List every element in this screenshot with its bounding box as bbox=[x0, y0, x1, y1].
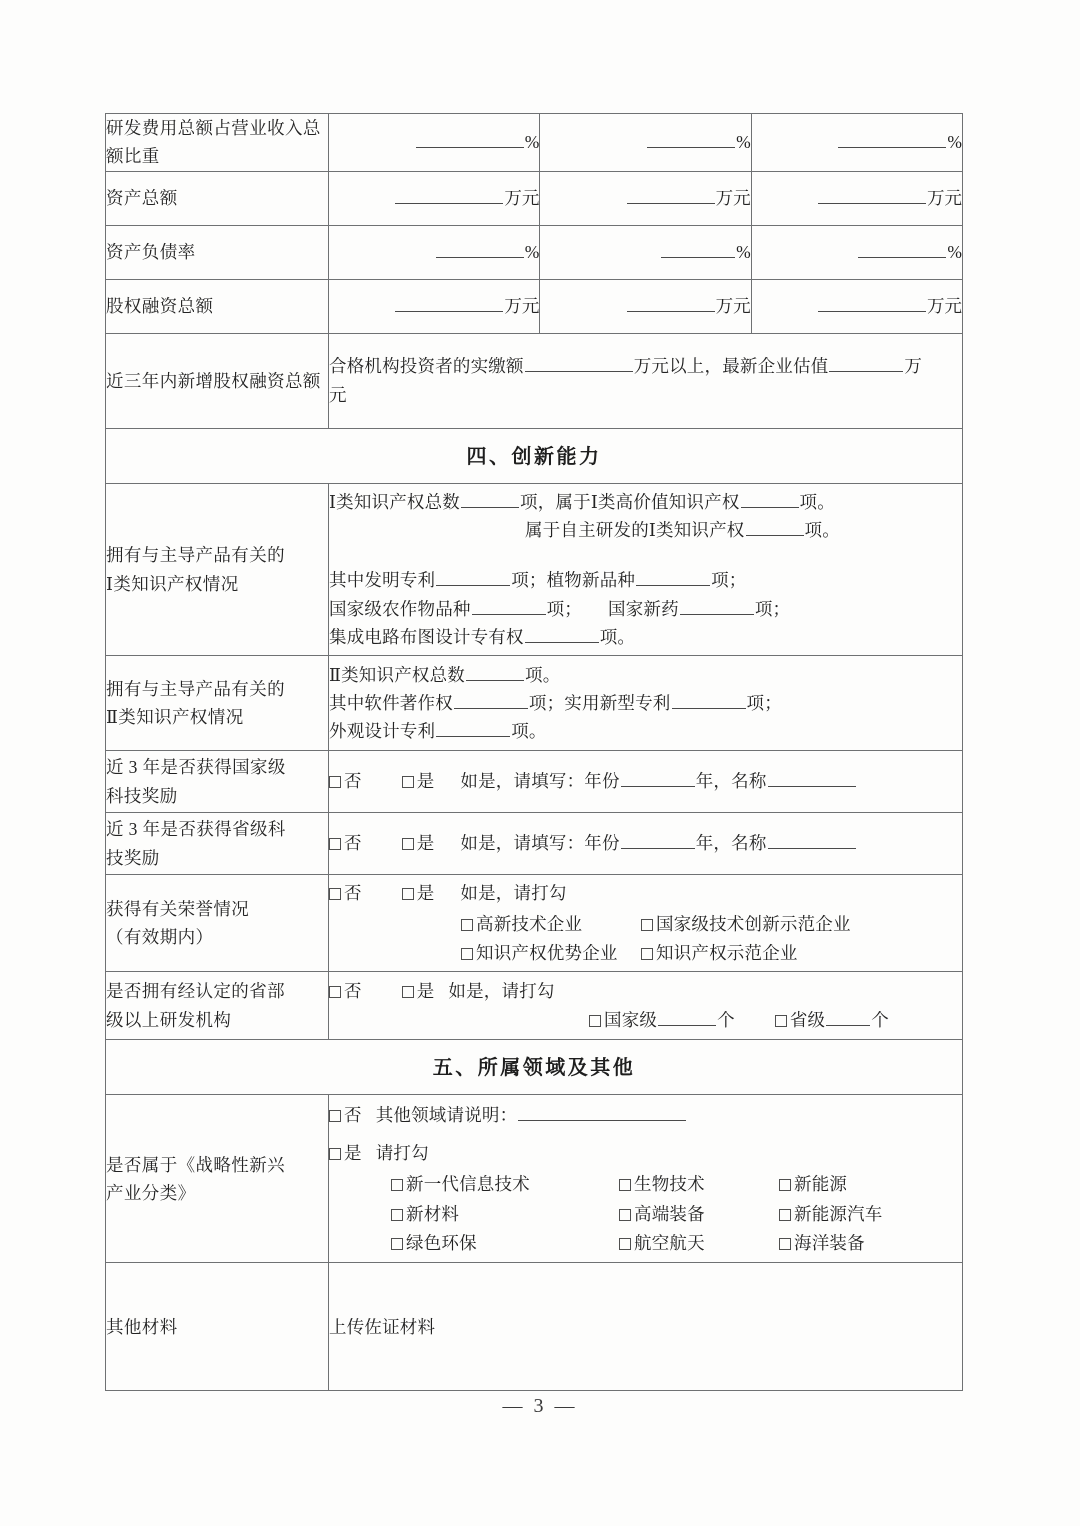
row-label-provincial-award bbox=[106, 813, 329, 875]
ip1-line-3 bbox=[329, 566, 962, 594]
row-label-text: 资产负债率 bbox=[106, 242, 196, 263]
table-row bbox=[106, 972, 963, 1040]
debt-ratio-value-col1[interactable] bbox=[329, 225, 540, 279]
ip2-text-2c: 项； bbox=[746, 692, 782, 713]
rd-institution-line-2 bbox=[329, 1006, 962, 1034]
prompt-text: 如是，请填写：年份 bbox=[460, 833, 620, 854]
ip-class-one-content[interactable] bbox=[329, 484, 963, 656]
input-blank[interactable] bbox=[741, 490, 799, 508]
checkbox-icon[interactable] bbox=[775, 1015, 787, 1027]
row-label-line-2: （有效期内） bbox=[106, 927, 214, 948]
ip1-text-4d: 项； bbox=[754, 598, 791, 619]
unit-label: % bbox=[524, 242, 540, 263]
row-label-line-1: 是否属于《战略性新兴 bbox=[106, 1154, 285, 1175]
ip1-text-4b: 项； bbox=[546, 598, 583, 619]
input-blank[interactable] bbox=[627, 186, 715, 204]
check-prompt-text: 请打勾 bbox=[375, 1142, 429, 1163]
national-award-content[interactable] bbox=[329, 751, 963, 813]
table-row bbox=[106, 1095, 963, 1263]
checkbox-icon[interactable] bbox=[779, 1209, 791, 1221]
unit-label: % bbox=[947, 132, 962, 153]
upload-materials-text[interactable]: 上传佐证材料 bbox=[329, 1316, 436, 1337]
option-no-label[interactable]: 否 bbox=[344, 833, 362, 854]
total-assets-value-col1[interactable] bbox=[329, 171, 540, 225]
checkbox-icon[interactable] bbox=[619, 1179, 631, 1191]
table-row bbox=[106, 171, 963, 225]
checkbox-icon[interactable] bbox=[329, 776, 341, 788]
strategic-option-item[interactable] bbox=[779, 1229, 939, 1257]
ip1-text-5b: 项。 bbox=[599, 627, 636, 648]
input-blank[interactable] bbox=[818, 294, 926, 312]
total-assets-value-col2[interactable] bbox=[540, 171, 751, 225]
equity-line-1 bbox=[329, 352, 962, 380]
table-row bbox=[106, 225, 963, 279]
table-row bbox=[106, 875, 963, 972]
row-label-strategic-industry bbox=[106, 1095, 329, 1263]
input-blank[interactable] bbox=[838, 131, 946, 149]
honors-option-1[interactable] bbox=[461, 910, 641, 938]
row-label-line-1: 近 3 年是否获得省级科 bbox=[106, 819, 286, 840]
national-award-line bbox=[329, 767, 962, 795]
checkbox-icon[interactable] bbox=[329, 1148, 341, 1160]
unit-label: 万元 bbox=[927, 296, 962, 317]
input-blank[interactable] bbox=[658, 1008, 716, 1026]
table-row bbox=[106, 333, 963, 428]
row-label-rd-institution bbox=[106, 972, 329, 1040]
row-label-ip-class-two bbox=[106, 656, 329, 751]
row-label-line-2: Ⅰ类知识产权情况 bbox=[106, 573, 239, 594]
row-label-text: 其他材料 bbox=[106, 1316, 178, 1337]
ip1-line-1 bbox=[329, 488, 962, 516]
row-label-line-1: 拥有与主导产品有关的 bbox=[106, 678, 285, 699]
row-label-total-assets bbox=[106, 171, 329, 225]
table-row bbox=[106, 279, 963, 333]
strategic-line-yes bbox=[329, 1139, 962, 1167]
input-blank[interactable] bbox=[746, 518, 804, 536]
row-label-other-materials bbox=[106, 1263, 329, 1391]
equity-text-3: 万 bbox=[904, 356, 923, 377]
strategic-option-item[interactable] bbox=[779, 1200, 939, 1228]
ip1-line-5 bbox=[329, 623, 962, 651]
ip2-text-2b: 项；实用新型专利 bbox=[528, 692, 671, 713]
honors-option-label: 高新技术企业 bbox=[476, 913, 583, 934]
input-blank[interactable] bbox=[621, 770, 695, 788]
ip1-text-3b: 项；植物新品种 bbox=[511, 570, 636, 591]
checkbox-icon[interactable] bbox=[329, 1110, 341, 1122]
input-blank[interactable] bbox=[395, 294, 503, 312]
input-blank[interactable] bbox=[436, 240, 524, 258]
strategic-option-label: 高端装备 bbox=[634, 1203, 705, 1224]
strategic-option-item[interactable] bbox=[391, 1229, 619, 1257]
ip-class-two-content[interactable] bbox=[329, 656, 963, 751]
checkbox-icon[interactable] bbox=[329, 838, 341, 850]
row-label-ip-class-one bbox=[106, 484, 329, 656]
honors-option-row bbox=[329, 910, 962, 938]
input-blank[interactable] bbox=[636, 569, 710, 587]
ip1-text-4c: 国家新药 bbox=[608, 598, 679, 619]
input-blank[interactable] bbox=[818, 186, 926, 204]
prompt-text: 如是，请填写：年份 bbox=[460, 771, 620, 792]
strategic-option-label: 新能源汽车 bbox=[794, 1203, 883, 1224]
row-label-text: 近三年内新增股权融资总额 bbox=[106, 370, 321, 391]
row-label-honors bbox=[106, 875, 329, 972]
rd-institution-content[interactable] bbox=[329, 972, 963, 1040]
input-blank[interactable] bbox=[829, 355, 903, 373]
honors-option-4[interactable] bbox=[641, 939, 798, 967]
strategic-option-grid bbox=[329, 1170, 962, 1257]
checkbox-icon[interactable] bbox=[402, 776, 414, 788]
ip1-text-1b: 项，属于Ⅰ类高价值知识产权 bbox=[520, 491, 740, 512]
input-blank[interactable] bbox=[647, 131, 735, 149]
ip1-text-3a: 其中发明专利 bbox=[329, 570, 436, 591]
honors-option-grid bbox=[329, 910, 962, 968]
section-four-title: 四、创新能力 bbox=[106, 428, 963, 483]
total-assets-value-col3[interactable] bbox=[751, 171, 962, 225]
ip1-line-4 bbox=[329, 595, 962, 623]
input-blank[interactable] bbox=[768, 770, 856, 788]
checkbox-icon[interactable] bbox=[619, 1209, 631, 1221]
unit-label: 万元 bbox=[504, 188, 540, 209]
checkbox-icon[interactable] bbox=[779, 1238, 791, 1250]
honors-option-2[interactable] bbox=[641, 910, 851, 938]
ip1-text-3c: 项； bbox=[711, 570, 747, 591]
year-unit-label: 年，名称 bbox=[695, 833, 767, 854]
checkbox-icon[interactable] bbox=[641, 919, 653, 931]
page-number: — 3 — bbox=[502, 1395, 578, 1417]
row-label-equity-financing bbox=[106, 279, 329, 333]
strategic-line-no bbox=[329, 1101, 962, 1139]
strategic-option-label: 航空航天 bbox=[634, 1232, 705, 1253]
checkbox-icon[interactable] bbox=[779, 1179, 791, 1191]
checkbox-icon[interactable] bbox=[402, 986, 414, 998]
provincial-level-label: 省级 bbox=[789, 1009, 826, 1030]
input-blank[interactable] bbox=[436, 569, 510, 587]
row-label-rd-ratio bbox=[106, 114, 329, 172]
row-label-line-2: 技奖励 bbox=[106, 847, 160, 868]
equity-financing-value-col1[interactable] bbox=[329, 279, 540, 333]
input-blank[interactable] bbox=[416, 131, 524, 149]
other-prompt-text: 其他领域请说明： bbox=[375, 1104, 518, 1125]
ip2-text-1a: Ⅱ类知识产权总数 bbox=[329, 664, 465, 685]
option-yes-label[interactable]: 是 bbox=[416, 771, 435, 792]
strategic-option-item[interactable] bbox=[619, 1200, 779, 1228]
strategic-option-label: 新一代信息技术 bbox=[406, 1174, 530, 1195]
strategic-option-label: 绿色环保 bbox=[406, 1232, 477, 1253]
option-yes-label[interactable]: 是 bbox=[416, 882, 435, 903]
checkbox-icon[interactable] bbox=[641, 948, 653, 960]
checkbox-icon[interactable] bbox=[402, 888, 414, 900]
debt-ratio-value-col3[interactable] bbox=[751, 225, 962, 279]
strategic-option-row bbox=[329, 1170, 962, 1198]
row-label-line-2: 级以上研发机构 bbox=[106, 1009, 232, 1030]
honors-line-1 bbox=[329, 879, 962, 907]
input-blank[interactable] bbox=[768, 832, 856, 850]
checkbox-icon[interactable] bbox=[329, 986, 341, 998]
equity-text-2: 万元以上，最新企业估值 bbox=[633, 356, 829, 377]
row-label-national-award bbox=[106, 751, 329, 813]
option-yes-label[interactable]: 是 bbox=[416, 833, 435, 854]
unit-label: 万元 bbox=[504, 296, 540, 317]
ip1-text-2a: 属于自主研发的Ⅰ类知识产权 bbox=[525, 520, 745, 541]
unit-label: % bbox=[736, 132, 751, 153]
checkbox-icon[interactable] bbox=[402, 838, 414, 850]
ip2-text-2a: 其中软件著作权 bbox=[329, 692, 453, 713]
input-blank[interactable] bbox=[661, 240, 735, 258]
table-row bbox=[106, 114, 963, 172]
unit-label: % bbox=[736, 242, 751, 263]
honors-option-label: 知识产权优势企业 bbox=[476, 943, 618, 964]
rd-ratio-value-col2[interactable] bbox=[540, 114, 751, 172]
rd-ratio-value-col1[interactable] bbox=[329, 114, 540, 172]
input-blank[interactable] bbox=[525, 625, 599, 643]
provincial-award-content[interactable] bbox=[329, 813, 963, 875]
equity-text-1: 合格机构投资者的实缴额 bbox=[329, 356, 524, 377]
input-blank[interactable] bbox=[525, 355, 633, 373]
equity-financing-value-col3[interactable] bbox=[751, 279, 962, 333]
equity-financing-value-col2[interactable] bbox=[540, 279, 751, 333]
table-row bbox=[106, 1263, 963, 1391]
national-unit-label: 个 bbox=[717, 1009, 735, 1030]
provincial-award-line bbox=[329, 829, 962, 857]
unit-label: % bbox=[947, 242, 962, 263]
checkbox-icon[interactable] bbox=[391, 1179, 403, 1191]
checkbox-icon[interactable] bbox=[391, 1238, 403, 1250]
ip1-text-1a: Ⅰ类知识产权总数 bbox=[329, 491, 461, 512]
input-blank[interactable] bbox=[858, 240, 946, 258]
row-label-line-1: 是否拥有经认定的省部 bbox=[106, 981, 285, 1002]
honors-option-label: 国家级技术创新示范企业 bbox=[656, 913, 851, 934]
option-no-label[interactable]: 否 bbox=[344, 882, 362, 903]
option-no-label[interactable]: 否 bbox=[344, 771, 362, 792]
section-header-row bbox=[106, 428, 963, 483]
strategic-option-label: 海洋装备 bbox=[794, 1232, 865, 1253]
option-no-label[interactable]: 否 bbox=[344, 981, 362, 1002]
input-blank[interactable] bbox=[466, 663, 524, 681]
ip1-line-2 bbox=[329, 516, 962, 544]
ip1-text-2b: 项。 bbox=[804, 520, 840, 541]
honors-option-3[interactable] bbox=[461, 939, 641, 967]
strategic-option-item[interactable] bbox=[619, 1229, 779, 1257]
input-blank[interactable] bbox=[461, 490, 519, 508]
ip2-text-3a: 外观设计专利 bbox=[329, 721, 436, 742]
strategic-option-label: 生物技术 bbox=[634, 1174, 705, 1195]
option-no-label[interactable]: 否 bbox=[344, 1104, 362, 1125]
input-blank[interactable] bbox=[454, 691, 528, 709]
provincial-unit-label: 个 bbox=[871, 1009, 889, 1030]
prompt-text: 如是，请打勾 bbox=[448, 981, 555, 1002]
strategic-option-item[interactable] bbox=[391, 1170, 619, 1198]
table-row bbox=[106, 813, 963, 875]
row-label-line-1: 获得有关荣誉情况 bbox=[106, 898, 250, 919]
honors-option-label: 知识产权示范企业 bbox=[656, 943, 798, 964]
input-blank[interactable] bbox=[680, 597, 754, 615]
ip2-text-1b: 项。 bbox=[525, 664, 561, 685]
rd-ratio-value-col3[interactable] bbox=[751, 114, 962, 172]
row-label-text: 资产总额 bbox=[106, 188, 178, 209]
checkbox-icon[interactable] bbox=[619, 1238, 631, 1250]
input-blank[interactable] bbox=[436, 720, 510, 738]
honors-option-row bbox=[329, 939, 962, 967]
row-label-debt-ratio bbox=[106, 225, 329, 279]
checkbox-icon[interactable] bbox=[329, 888, 341, 900]
unit-label: 万元 bbox=[715, 296, 751, 317]
year-unit-label: 年，名称 bbox=[695, 771, 767, 792]
ip2-line-2 bbox=[329, 689, 962, 717]
input-blank[interactable] bbox=[627, 294, 715, 312]
strategic-option-row bbox=[329, 1200, 962, 1228]
row-label-line-1: 近 3 年是否获得国家级 bbox=[106, 757, 286, 778]
debt-ratio-value-col2[interactable] bbox=[540, 225, 751, 279]
row-label-line-2: Ⅱ类知识产权情况 bbox=[106, 707, 244, 728]
ip1-text-5a: 集成电路布图设计专有权 bbox=[329, 627, 524, 648]
strategic-option-row bbox=[329, 1229, 962, 1257]
national-level-label: 国家级 bbox=[604, 1009, 658, 1030]
ip2-text-3b: 项。 bbox=[511, 721, 547, 742]
input-blank[interactable] bbox=[621, 832, 695, 850]
checkbox-icon[interactable] bbox=[461, 919, 473, 931]
row-label-text: 股权融资总额 bbox=[106, 296, 214, 317]
equity-text-4: 元 bbox=[329, 384, 347, 405]
other-materials-content[interactable] bbox=[329, 1263, 963, 1391]
ip1-text-4a: 国家级农作物品种 bbox=[329, 598, 471, 619]
ip2-line-3 bbox=[329, 717, 962, 745]
unit-label: % bbox=[524, 132, 540, 153]
option-yes-label[interactable]: 是 bbox=[344, 1142, 362, 1163]
strategic-option-label: 新材料 bbox=[406, 1203, 460, 1224]
strategic-option-label: 新能源 bbox=[794, 1174, 848, 1195]
checkbox-icon[interactable] bbox=[461, 948, 473, 960]
strategic-option-item[interactable] bbox=[619, 1170, 779, 1198]
ip1-text-1c: 项。 bbox=[799, 491, 835, 512]
strategic-option-item[interactable] bbox=[779, 1170, 939, 1198]
new-equity-financing-content[interactable] bbox=[329, 333, 963, 428]
strategic-industry-content[interactable] bbox=[329, 1095, 963, 1263]
checkbox-icon[interactable] bbox=[391, 1209, 403, 1221]
option-yes-label[interactable]: 是 bbox=[416, 981, 435, 1002]
ip1-spacer bbox=[329, 544, 962, 566]
honors-content[interactable] bbox=[329, 875, 963, 972]
input-blank[interactable] bbox=[826, 1008, 870, 1026]
section-five-title: 五、所属领域及其他 bbox=[106, 1040, 963, 1095]
input-blank[interactable] bbox=[518, 1103, 686, 1121]
section-header-row bbox=[106, 1040, 963, 1095]
unit-label: 万元 bbox=[715, 188, 751, 209]
row-label-text: 研发费用总额占营业收入总额比重 bbox=[106, 118, 321, 167]
table-row bbox=[106, 656, 963, 751]
input-blank[interactable] bbox=[672, 691, 746, 709]
input-blank[interactable] bbox=[472, 597, 546, 615]
table-row bbox=[106, 751, 963, 813]
rd-institution-line-1 bbox=[329, 977, 962, 1005]
unit-label: 万元 bbox=[927, 188, 962, 209]
row-label-line-1: 拥有与主导产品有关的 bbox=[106, 545, 285, 566]
checkbox-icon[interactable] bbox=[589, 1015, 601, 1027]
row-label-new-equity-financing bbox=[106, 333, 329, 428]
prompt-text: 如是，请打勾 bbox=[460, 882, 567, 903]
row-label-line-2: 产业分类》 bbox=[106, 1182, 196, 1203]
table-row bbox=[106, 484, 963, 656]
application-form-table bbox=[105, 113, 963, 1391]
input-blank[interactable] bbox=[395, 186, 503, 204]
strategic-option-item[interactable] bbox=[391, 1200, 619, 1228]
ip2-line-1 bbox=[329, 661, 962, 689]
row-label-line-2: 科技奖励 bbox=[106, 785, 178, 806]
